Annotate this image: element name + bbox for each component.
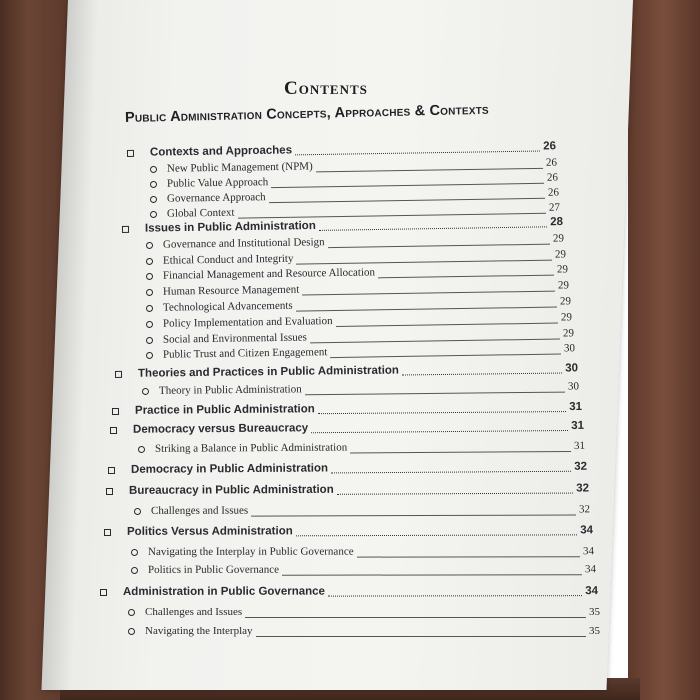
leader-line: [302, 280, 555, 295]
checkbox-square-icon: [108, 466, 115, 473]
toc-page-number: 27: [548, 201, 561, 214]
circle-bullet-icon: [146, 241, 153, 248]
circle-bullet-icon: [131, 548, 138, 555]
toc-page-number: 30: [565, 362, 579, 375]
toc-page-number: 35: [589, 606, 600, 618]
leader-line: [245, 607, 586, 618]
toc-page-number: 32: [574, 460, 588, 473]
circle-bullet-icon: [150, 195, 157, 202]
circle-bullet-icon: [150, 180, 157, 187]
toc-page-number: 26: [543, 140, 557, 153]
toc-entry-label: Striking a Balance in Public Administration: [154, 441, 348, 455]
toc-subsection-entry: [128, 604, 600, 620]
toc-entry-label: Navigating the Interplay: [145, 625, 253, 637]
toc-entry-label: Challenges and Issues: [145, 606, 243, 618]
leader-line: [378, 264, 554, 278]
toc-page-number: 29: [556, 263, 569, 276]
toc-entry-label: Theory in Public Administration: [158, 383, 302, 397]
toc-page-number: 32: [578, 503, 591, 516]
circle-bullet-icon: [150, 165, 157, 172]
toc-entry-label: Practice in Public Administration: [134, 403, 315, 417]
circle-bullet-icon: [146, 304, 153, 311]
toc-page-number: 30: [563, 342, 576, 355]
toc-page-number: 28: [550, 216, 564, 229]
leader-line: [256, 626, 586, 637]
section-heading: Public Administration Concepts, Approaches & Contexts: [124, 101, 489, 126]
toc-subsection-entry: [138, 438, 585, 457]
toc-entry-label: Navigating the Interplay in Public Governance: [147, 545, 354, 558]
leader-line: [330, 343, 561, 358]
toc-page-number: 30: [567, 380, 580, 393]
toc-page-number: 31: [571, 419, 585, 432]
toc-page-number: 34: [584, 563, 597, 576]
toc-page-number: 32: [576, 482, 590, 495]
page-title: Contents: [284, 78, 368, 99]
toc-entry-label: Bureaucracy in Public Administration: [128, 483, 334, 497]
circle-bullet-icon: [150, 210, 157, 217]
circle-bullet-icon: [146, 272, 153, 279]
toc-entry-label: Theories and Practices in Public Administration: [137, 364, 400, 380]
checkbox-square-icon: [115, 370, 122, 377]
circle-bullet-icon: [146, 351, 153, 358]
toc-entry-label: Public Trust and Citizen Engagement: [162, 346, 328, 361]
toc-entry-label: Policy Implementation and Evaluation: [162, 315, 333, 330]
circle-bullet-icon: [142, 387, 149, 394]
circle-bullet-icon: [128, 609, 135, 616]
toc-entry-label: Ethical Conduct and Integrity: [162, 252, 294, 267]
toc-page-number: 26: [547, 186, 560, 199]
toc-entry-label: Human Resource Management: [162, 283, 300, 298]
toc-entry-label: Democracy versus Bureaucracy: [132, 422, 309, 436]
toc-page-number: 29: [562, 327, 575, 340]
circle-bullet-icon: [138, 445, 145, 452]
toc-page-number: 29: [559, 295, 572, 308]
toc-entry-label: Challenges and Issues: [150, 504, 249, 517]
toc-page-number: 26: [545, 156, 558, 169]
checkbox-square-icon: [106, 487, 113, 494]
toc-entry-label: Technological Advancements: [162, 299, 293, 314]
toc-subsection-entry: [128, 623, 600, 639]
leader-line: [319, 217, 548, 231]
toc-page-number: 29: [552, 232, 565, 245]
leader-line: [350, 440, 571, 453]
circle-bullet-icon: [146, 336, 153, 343]
toc-entry-label: Governance Approach: [166, 191, 266, 205]
toc-entry-label: Administration in Public Governance: [122, 585, 325, 598]
leader-line: [318, 402, 566, 414]
toc-page-number: 34: [585, 585, 599, 598]
checkbox-square-icon: [104, 528, 111, 535]
toc-entry-label: Contexts and Approaches: [149, 144, 293, 159]
circle-bullet-icon: [146, 257, 153, 264]
toc-page-number: 31: [573, 439, 586, 452]
leader-line: [402, 364, 562, 376]
circle-bullet-icon: [131, 566, 138, 573]
toc-page-number: 26: [546, 171, 559, 184]
toc-entry-label: Social and Environmental Issues: [162, 331, 307, 346]
toc-page-number: 29: [554, 248, 567, 261]
leader-line: [296, 296, 557, 311]
circle-bullet-icon: [146, 288, 153, 295]
circle-bullet-icon: [146, 320, 153, 327]
toc-page-number: 35: [589, 625, 600, 637]
checkbox-square-icon: [112, 407, 119, 414]
checkbox-square-icon: [127, 149, 134, 156]
checkbox-square-icon: [100, 588, 107, 595]
leader-line: [296, 525, 578, 536]
toc-entry-label: Politics in Public Governance: [147, 563, 280, 576]
toc-entry-label: Public Value Approach: [166, 176, 269, 190]
leader-line: [251, 504, 576, 516]
toc-section-entry: [104, 522, 593, 540]
leader-line: [337, 484, 574, 495]
checkbox-square-icon: [122, 225, 129, 232]
toc-subsection-entry: [131, 543, 594, 560]
leader-line: [282, 564, 582, 576]
toc-entry-label: Governance and Institutional Design: [162, 236, 325, 251]
toc-section-entry: [100, 583, 598, 600]
toc-entry-label: Issues in Public Administration: [144, 219, 316, 235]
toc-entry-label: Politics Versus Administration: [126, 525, 293, 538]
toc-page-number: 29: [557, 279, 570, 292]
toc-page-number: 34: [580, 524, 594, 537]
toc-section-entry: [106, 480, 589, 499]
leader-line: [357, 546, 580, 557]
wooden-surface-right: [628, 0, 700, 700]
leader-line: [305, 381, 565, 395]
leader-line: [331, 462, 571, 474]
toc-page-number: 31: [569, 400, 583, 414]
toc-entry-label: Democracy in Public Administration: [130, 462, 329, 476]
toc-subsection-entry: [134, 501, 590, 519]
toc-subsection-entry: [131, 561, 596, 578]
checkbox-square-icon: [110, 426, 117, 433]
leader-line: [335, 312, 558, 326]
toc-entry-label: New Public Management (NPM): [166, 160, 313, 175]
toc-entry-label: Financial Management and Resource Allocation: [162, 266, 376, 282]
toc-entry-label: Global Context: [166, 206, 235, 220]
leader-line: [295, 142, 540, 156]
leader-line: [328, 233, 551, 247]
toc-page-number: 29: [560, 311, 573, 324]
circle-bullet-icon: [134, 507, 141, 514]
leader-line: [311, 421, 568, 433]
circle-bullet-icon: [128, 628, 135, 635]
toc-page-number: 34: [582, 545, 595, 558]
toc-section-entry: [108, 459, 587, 478]
leader-line: [328, 586, 582, 596]
